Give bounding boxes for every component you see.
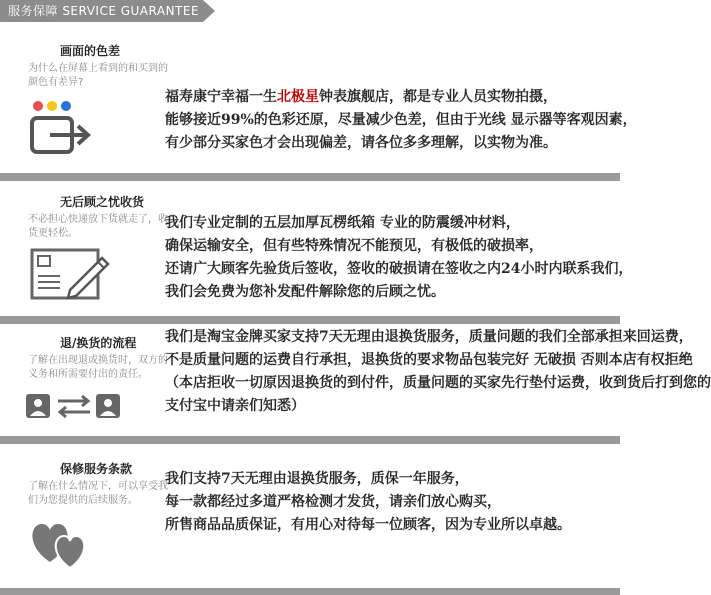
body-line: 我们会免费为您补发配件解除您的后顾之忧。 — [165, 284, 445, 300]
body-line: 能够接近99%的色彩还原，尽量减少色差，但由于光线 显示器等客观因素， — [165, 112, 637, 128]
section-subtitle-color-difference: 为什么在屏幕上看到的和买到的颜色有差异? — [28, 63, 168, 88]
service-guarantee-header: 服务保障 SERVICE GUARANTEE — [0, 0, 203, 22]
section-divider — [0, 173, 620, 181]
section-title-worry-free: 无后顾之忧收货 — [60, 195, 145, 209]
body-line: 有少部分买家色才会出现偏差，请各位多多理解，以实物为准。 — [165, 135, 557, 151]
section-subtitle-warranty: 了解在什么情况下，可以享受我们为您提供的后续服务。 — [28, 481, 168, 506]
section-divider — [0, 588, 620, 595]
section-body-color-difference — [165, 86, 637, 155]
section-subtitle-worry-free: 不必担心快递放下货就走了，收货更轻松。 — [28, 214, 168, 239]
body-line: （本店拒收一切原因退换货的到付件，质量问题的买家先行垫付运费，收到货后打到您的 — [165, 375, 711, 391]
section-body-return-exchange — [165, 326, 711, 418]
section-divider — [0, 316, 620, 324]
section-title-color-difference: 画面的色差 — [60, 44, 121, 58]
section-title-return-exchange: 退/换货的流程 — [60, 336, 137, 350]
exchange-icon — [26, 392, 122, 426]
section-body-worry-free — [165, 212, 632, 304]
section-divider — [0, 436, 620, 444]
body-line: 我们专业定制的五层加厚瓦楞纸箱 专业的防震缓冲材料， — [165, 215, 520, 231]
body-line: 支付宝中请亲们知悉） — [165, 398, 305, 414]
section-body-warranty — [165, 468, 571, 537]
section-subtitle-return-exchange: 了解在出现退或换货时，双方的义务和所需要付出的责任。 — [28, 355, 168, 380]
hearts-icon — [28, 518, 92, 574]
body-line: 我们是淘宝金牌买家支持7天无理由退换货服务，质量问题的我们全部承担来回运费， — [165, 329, 693, 345]
body-line: 福寿康宁幸福一生北极星钟表旗舰店，都是专业人员实物拍摄， — [165, 89, 557, 105]
body-line: 不是质量问题的运费自行承担，退换货的要求物品包装完好 无破损 否则本店有权拒绝 — [165, 352, 693, 368]
body-line: 我们支持7天无理由退换货服务，质保一年服务， — [165, 471, 469, 487]
envelope-pencil-icon — [30, 246, 110, 306]
body-line: 每一款都经过多道严格检测才发货，请亲们放心购买， — [165, 494, 501, 510]
monitor-color-icon — [28, 100, 98, 164]
body-line: 确保运输安全，但有些特殊情况不能预见，有极低的破损率， — [165, 238, 543, 254]
section-title-warranty: 保修服务条款 — [60, 462, 133, 476]
body-line: 所售商品品质保证，有用心对待每一位顾客，因为专业所以卓越。 — [165, 517, 571, 533]
body-line: 还请广大顾客先验货后签收，签收的破损请在签收之内24小时内联系我们， — [165, 261, 633, 277]
